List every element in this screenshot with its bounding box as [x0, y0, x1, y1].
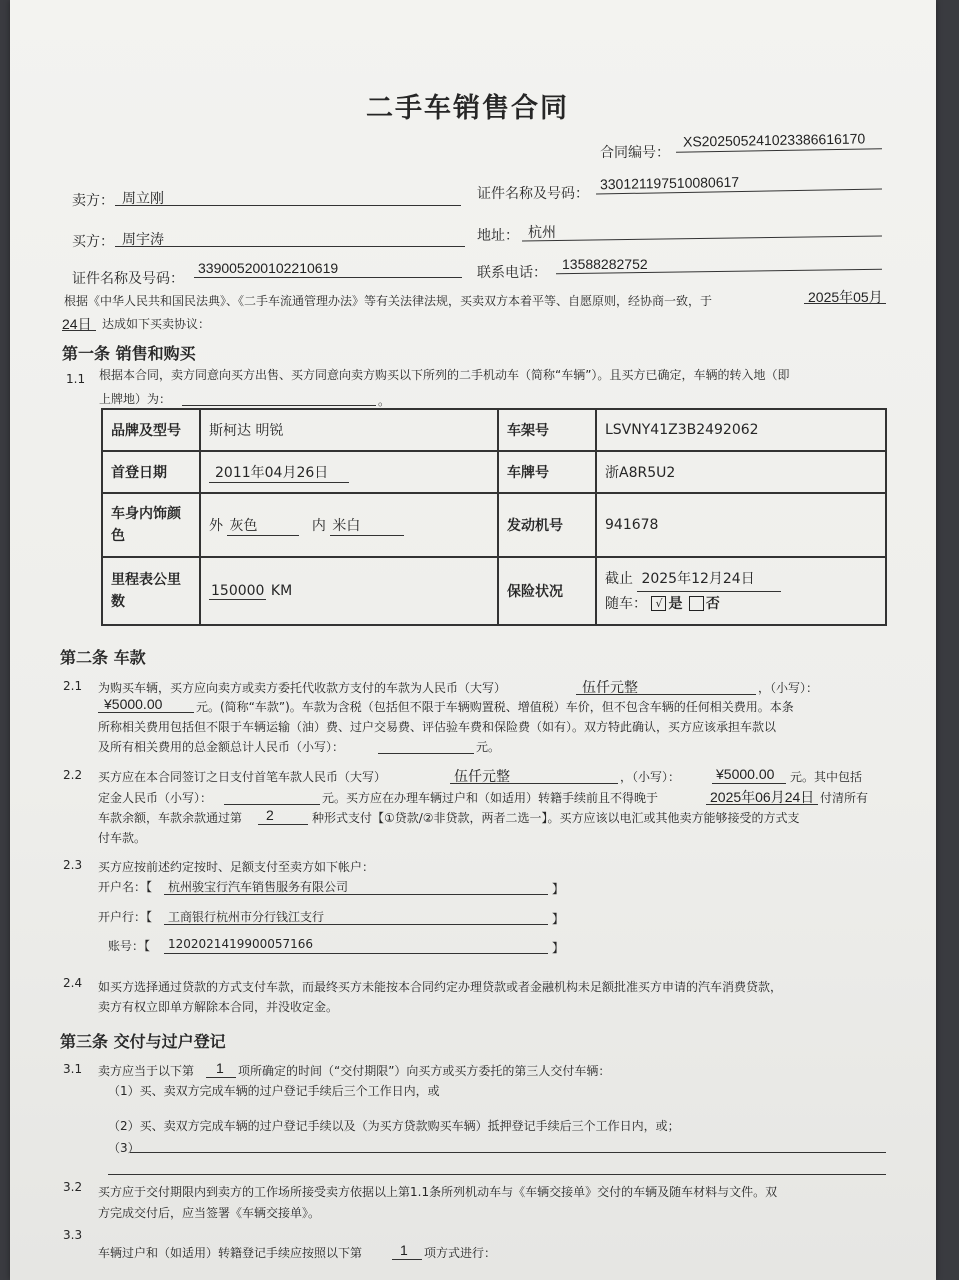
delivery-option-underline	[206, 1077, 236, 1078]
clause-2-2-line-1b: ，（小写）：	[620, 770, 681, 784]
clause-3-3-option: 1	[400, 1242, 408, 1258]
seller-label: 卖方：	[72, 193, 114, 209]
buyer-addr-value: 杭州	[528, 224, 556, 240]
buyer-id-label: 证件名称及号码：	[72, 271, 184, 287]
option-3-underline-2	[108, 1174, 886, 1175]
brand-value: 斯柯达 明锐	[200, 409, 498, 451]
buyer-phone-label: 联系电话：	[477, 265, 547, 281]
preamble-date-b: 24日	[62, 316, 92, 332]
contract-no-value: XS202505241023386616170	[682, 130, 866, 150]
clause-3-1-line-1a: 卖方应当于以下第	[98, 1064, 195, 1078]
clause-1-1-num: 1.1	[66, 372, 86, 386]
mileage-cell	[200, 557, 498, 625]
clause-3-1-option-1: （1）买、卖双方完成车辆的过户登记手续后三个工作日内，或	[108, 1084, 440, 1098]
first-payment-upper-underline	[450, 783, 618, 784]
clause-1-1-text-2: 上牌地）为：	[99, 392, 172, 406]
vehicle-info-table	[101, 408, 887, 626]
clause-2-2-line-3b: 种形式支付【①贷款/②非贷款，两者二选一】。买方应该以电汇或其他卖方能够接受的方式支	[312, 811, 800, 825]
clause-3-3-line-1a: 车辆过户和（如适用）转籍登记手续应按照以下第	[98, 1246, 363, 1260]
checkbox-no[interactable]	[689, 596, 704, 611]
preamble-date-a: 2025年05月	[808, 289, 883, 305]
contract-no-label: 合同编号：	[600, 145, 670, 161]
table-row	[102, 557, 886, 625]
clause-2-1-line-4b: 元。	[476, 740, 501, 754]
color-cell	[200, 493, 498, 557]
plate-label: 车牌号	[498, 451, 596, 493]
clause-2-3-num: 2.3	[63, 858, 83, 872]
clause-2-2-line-2a: 定金人民币（小写）：	[98, 791, 213, 805]
clause-2-1-line-4a: 及所有相关费用的总金额总计人民币（小写）：	[98, 740, 345, 754]
clause-2-2-upper: 伍仟元整	[454, 768, 510, 784]
transfer-option-underline	[392, 1259, 422, 1260]
clause-2-2-line-1c: 元。其中包括	[790, 770, 863, 784]
clause-2-2-line-3a: 车款余额，车款余款通过第	[98, 811, 243, 825]
clause-2-1-num: 2.1	[63, 679, 83, 693]
mileage-value: 150000	[211, 582, 265, 599]
clause-2-1-line-2: 元。(简称“车款”)。车款为含税（包括但不限于车辆购置税、增值税）车价，但不包含车辆的任何相关费用。本条	[196, 700, 794, 714]
insurance-prefix: 截止	[605, 570, 633, 587]
article-1-heading: 第一条 销售和购买	[62, 344, 196, 363]
clause-2-2-lower: ¥5000.00	[716, 766, 775, 782]
buyer-addr-label: 地址：	[477, 228, 519, 244]
exterior-prefix: 外	[209, 517, 223, 534]
clause-1-1-text-1: 根据本合同，卖方同意向买方出售、买方同意向卖方购买以下所列的二手机动车（简称“车辆”）。且买方已确定，车辆的转入地（即	[99, 368, 790, 382]
amount-upper-underline	[576, 694, 756, 695]
reg-date-cell	[200, 451, 498, 493]
total-amount-underline	[378, 753, 474, 754]
clause-2-3-line-1: 买方应按前述约定按时、足额支付至卖方如下帐户：	[98, 860, 375, 874]
reg-date-label: 首登日期	[102, 451, 200, 493]
seller-id-value: 330121197510080617	[599, 173, 740, 193]
clause-3-1-option-2: （2）买、卖双方完成车辆的过户登记手续以及（为买方贷款购买车辆）抵押登记手续后三个工作日内，或；	[108, 1119, 680, 1133]
account-no-bracket: 】	[552, 941, 565, 955]
exterior-color: 灰色	[227, 515, 299, 536]
clause-2-4-line-2: 卖方有权立即单方解除本合同，并没收定金。	[98, 1000, 339, 1014]
engine-value: 941678	[596, 493, 886, 557]
clause-3-2-num: 3.2	[63, 1180, 83, 1194]
mileage-label: 里程表公里数	[102, 557, 200, 625]
page-title: 二手车销售合同	[366, 93, 569, 124]
clause-3-1-line-1b: 项所确定的时间（“交付期限”）向买方或买方委托的第三人交付车辆：	[238, 1064, 611, 1078]
clause-3-3-num: 3.3	[63, 1228, 83, 1242]
contract-page	[10, 0, 936, 1280]
article-3-heading: 第三条 交付与过户登记	[60, 1032, 226, 1051]
preamble-text-1: 根据《中华人民共和国民法典》、《二手车流通管理办法》等有关法律法规，买卖双方本着平等、自愿原则，经协商一致，于	[64, 294, 713, 308]
plate-value: 浙A8R5U2	[596, 451, 886, 493]
buyer-id-underline	[194, 277, 462, 278]
clause-2-1-line-1a: 为购买车辆，买方应向卖方或卖方委托代收款方支付的车款为人民币（大写）	[98, 681, 507, 695]
insurance-with-label: 随车：	[605, 595, 647, 612]
insurance-yes-label: 是	[668, 595, 683, 612]
insurance-cell	[596, 557, 886, 625]
clause-1-1-end: 。	[378, 394, 391, 408]
clause-3-2-line-1: 买方应于交付期限内到卖方的工作场所接受卖方依据以上第1.1条所列机动车与《车辆交接单》交付的车辆及随车材料与文件。双	[98, 1185, 778, 1199]
clause-2-2-line-2c: 付清所有	[820, 791, 869, 805]
account-no-label: 账号：【	[108, 939, 151, 953]
clause-3-2-line-2: 方完成交付后，应当签署《车辆交接单》。	[98, 1206, 321, 1220]
buyer-label: 买方：	[72, 234, 114, 250]
buyer-value: 周宇涛	[122, 231, 164, 247]
buyer-phone-value: 13588282752	[562, 256, 648, 272]
final-payment-date-underline	[706, 804, 818, 805]
insurance-expiry: 2025年12月24日	[637, 567, 781, 592]
reg-date-value: 2011年04月26日	[209, 462, 349, 483]
buyer-addr-underline	[522, 235, 882, 241]
account-name-bracket: 】	[552, 882, 565, 896]
vin-value: LSVNY41Z3B2492062	[596, 409, 886, 451]
mileage-unit: KM	[270, 582, 293, 599]
clause-2-1-line-3: 所称相关费用包括但不限于车辆运输（油）费、过户交易费、评估验车费和保险费（如有）。双方特此确认，买方应该承担车款以	[98, 720, 777, 734]
preamble-text-2: 达成如下买卖协议：	[102, 317, 211, 331]
clause-2-1-amount-upper: 伍仟元整	[582, 679, 638, 695]
preamble-date-underline	[804, 303, 886, 304]
registration-place-underline	[182, 405, 376, 406]
table-row	[102, 409, 886, 451]
account-bank-label: 开户行：【	[98, 910, 153, 924]
vin-label: 车架号	[498, 409, 596, 451]
clause-2-2-line-1a: 买方应在本合同签订之日支付首笔车款人民币（大写）	[98, 770, 387, 784]
account-name: 杭州骏宝行汽车销售服务有限公司	[168, 880, 349, 894]
clause-2-2-option: 2	[266, 807, 274, 823]
account-bank-bracket: 】	[552, 912, 565, 926]
seller-id-label: 证件名称及号码：	[477, 186, 589, 202]
deposit-underline	[224, 804, 320, 805]
clause-2-2-date: 2025年06月24日	[710, 789, 815, 805]
account-bank-underline	[164, 924, 548, 925]
interior-prefix: 内	[311, 517, 326, 534]
clause-3-1-option-3: （3）	[108, 1141, 140, 1155]
insurance-no-label: 否	[705, 595, 720, 612]
article-2-heading: 第二条 车款	[60, 648, 146, 667]
clause-2-2-line-2b: 元。买方应在办理车辆过户和（如适用）转籍手续前且不得晚于	[322, 791, 659, 805]
insurance-label: 保险状况	[498, 557, 596, 625]
table-row	[102, 493, 886, 557]
preamble-date-b-underline	[62, 330, 96, 331]
amount-lower-underline	[98, 712, 194, 713]
clause-2-1-line-1b: ，（小写）：	[758, 681, 819, 695]
interior-color: 米白	[330, 515, 404, 536]
account-no-underline	[164, 953, 548, 954]
clause-3-1-option: 1	[216, 1060, 224, 1076]
buyer-underline	[115, 246, 465, 247]
seller-value: 周立刚	[122, 190, 164, 206]
account-no: 1202021419900057166	[168, 937, 314, 951]
checkbox-yes-checked[interactable]: √	[651, 596, 666, 611]
clause-2-4-num: 2.4	[63, 976, 83, 990]
account-bank: 工商银行杭州市分行钱江支行	[168, 910, 325, 924]
account-name-underline	[164, 894, 548, 895]
account-name-label: 开户名：【	[98, 880, 153, 894]
option-3-underline-1	[130, 1152, 886, 1153]
clause-3-1-num: 3.1	[63, 1062, 83, 1076]
clause-2-2-num: 2.2	[63, 768, 83, 782]
clause-2-4-line-1: 如买方选择通过贷款的方式支付车款，而最终买方未能按本合同约定办理贷款或者金融机构未足额批准买方申请的汽车消费贷款，	[98, 980, 783, 994]
payment-option-underline	[258, 824, 308, 825]
brand-label: 品牌及型号	[102, 409, 200, 451]
seller-underline	[115, 205, 461, 206]
first-payment-lower-underline	[712, 783, 786, 784]
table-row	[102, 451, 886, 493]
clause-3-3-line-1b: 项方式进行：	[424, 1246, 497, 1260]
clause-2-2-line-4: 付车款。	[98, 831, 147, 845]
buyer-id-value: 339005200102210619	[198, 260, 339, 276]
color-label: 车身内饰颜色	[102, 493, 200, 557]
engine-label: 发动机号	[498, 493, 596, 557]
clause-2-1-amount-lower: ¥5000.00	[104, 696, 163, 712]
